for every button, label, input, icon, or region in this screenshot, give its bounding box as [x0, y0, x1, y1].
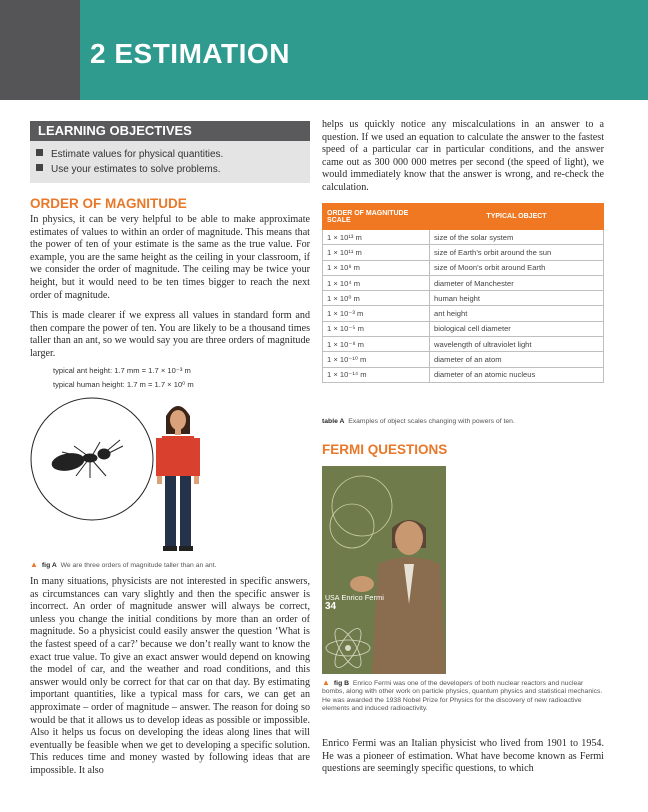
table-row [323, 291, 604, 306]
table-header-object: TYPICAL OBJECT [430, 204, 604, 230]
table-row [323, 321, 604, 336]
header-dark-block [0, 0, 80, 100]
table-row [323, 245, 604, 260]
table-row [323, 275, 604, 290]
stamp-artwork [322, 466, 446, 674]
caption-triangle-icon: ▲ [30, 560, 38, 569]
table-cell-object: diameter of an atomic nucleus [430, 367, 604, 382]
table-a-caption: table A Examples of object scales changing with powers of ten. [322, 418, 515, 425]
table-cell-scale: 1 × 10⁰ m [323, 291, 430, 306]
paragraph: In physics, it can be very helpful to be able to make approximate estimates of values to within an order of magnitude. This means that the power of ten of your estimate is the same as the true value. For example, you are the same height as the ceiling in your classroom, if we consider the order of magnitude. The ceiling may be twice your height, but it would need to be ten times bigger to reach the next order of magnitude. [30, 214, 310, 301]
formula-human-height: typical human height: 1.7 m = 1.7 × 10⁰ m [53, 380, 194, 389]
learning-objectives-list [30, 141, 310, 183]
paragraph: helps us quickly notice any miscalculations in an answer to a question. If we used an equation to calculate the answer to the fastest speed of a particular car in particular conditions, and the answer came out as 300 000 000 metres per second (the speed of light), we would immediately know that the answer is wrong, and re-check the calculation. [322, 119, 604, 193]
figure-a-caption: ▲ fig A We are three orders of magnitude taller than an ant. [30, 560, 217, 569]
figure-b-caption: ▲ fig B Enrico Fermi was one of the developers of both nuclear reactors and nuclear bombs, along with other work on particle physics, quantum physics and statistical mechanics. He was awarded the 1938 Nobel Prize for Physics for the discovery of new radioactive elements and induced radioactivity. [322, 678, 603, 713]
table-body [323, 230, 604, 383]
table-cell-object: size of Moon’s orbit around Earth [430, 260, 604, 275]
table-cell-object: diameter of Manchester [430, 275, 604, 290]
table-row [323, 352, 604, 367]
bullet-square-icon [36, 164, 43, 171]
table-cell-scale: 1 × 10¹¹ m [323, 245, 430, 260]
section-heading-order-of-magnitude: ORDER OF MAGNITUDE [30, 196, 187, 211]
table-row [323, 306, 604, 321]
order-of-magnitude-table [322, 203, 604, 383]
learning-objective-item: Estimate values for physical quantities. [36, 149, 223, 161]
formula-ant-height: typical ant height: 1.7 mm = 1.7 × 10⁻³ m [53, 366, 191, 375]
table-cell-scale: 1 × 10⁻⁸ m [323, 337, 430, 352]
caption-triangle-icon: ▲ [322, 678, 330, 687]
table-cell-object: size of Earth’s orbit around the sun [430, 245, 604, 260]
stamp-text: USA Enrico Fermi 34 [325, 593, 384, 612]
fermi-stamp-image [322, 466, 446, 674]
table-cell-scale: 1 × 10⁻⁵ m [323, 321, 430, 336]
learning-objectives-heading: LEARNING OBJECTIVES [30, 121, 310, 141]
paragraph: This is made clearer if we express all values in standard form and then compare the power of ten. You are likely to be a thousand times taller than an ant, so we would say you are three orders of magnitude larger. [30, 310, 310, 359]
table-row [323, 337, 604, 352]
table-header-row [323, 204, 604, 230]
table-row [323, 367, 604, 382]
table-row [323, 230, 604, 245]
learning-objective-item: Use your estimates to solve problems. [36, 164, 221, 176]
paragraph: In many situations, physicists are not interested in specific answers, as circumstances can vary slightly and then the specific answer is incorrect. An order of magnitude answer will always be correct, unless you change the initial conditions by more than an order of magnitude. So a physicist could easily answer the question ‘What is the fastest speed of a car?’ because we don’t really want to know the exact true value. To give an exact answer would depend on knowing the model of car, and the weather and road conditions, and this answer would only be correct for that car on that day. By estimating important quantities, like a typical mass for cars, we can get an approximate – order of magnitude – answer. The reason for doing so would be that it allows us to develop ideas as possible or impossible. Also it helps us focus on developing the ideas along lines that will eventually be feasible when we get to developing a specific solution. This reduces time and money wasted by following ideas that are impossible. It also [30, 576, 310, 776]
figure-ant-and-human [28, 396, 314, 558]
table-cell-scale: 1 × 10⁴ m [323, 275, 430, 290]
table-cell-scale: 1 × 10⁻¹⁴ m [323, 367, 430, 382]
table-cell-scale: 1 × 10¹³ m [323, 230, 430, 245]
table-cell-scale: 1 × 10⁻³ m [323, 306, 430, 321]
table-cell-object: human height [430, 291, 604, 306]
section-heading-fermi: FERMI QUESTIONS [322, 442, 448, 457]
table-cell-object: ant height [430, 306, 604, 321]
person-illustration [156, 406, 200, 551]
table-row [323, 260, 604, 275]
paragraph: Enrico Fermi was an Italian physicist who lived from 1901 to 1954. He was a pioneer of estimation. What have become known as Fermi questions are seemingly specific questions, to which [322, 738, 604, 775]
table-cell-scale: 1 × 10⁻¹⁰ m [323, 352, 430, 367]
bullet-square-icon [36, 149, 43, 156]
table-cell-object: wavelength of ultraviolet light [430, 337, 604, 352]
ant-illustration [51, 440, 123, 478]
chapter-title: 2 ESTIMATION [90, 38, 290, 69]
table-cell-object: size of the solar system [430, 230, 604, 245]
table-cell-object: biological cell diameter [430, 321, 604, 336]
table-header-scale: ORDER OF MAGNITUDE SCALE [323, 204, 430, 230]
table-cell-object: diameter of an atom [430, 352, 604, 367]
table-cell-scale: 1 × 10⁸ m [323, 260, 430, 275]
